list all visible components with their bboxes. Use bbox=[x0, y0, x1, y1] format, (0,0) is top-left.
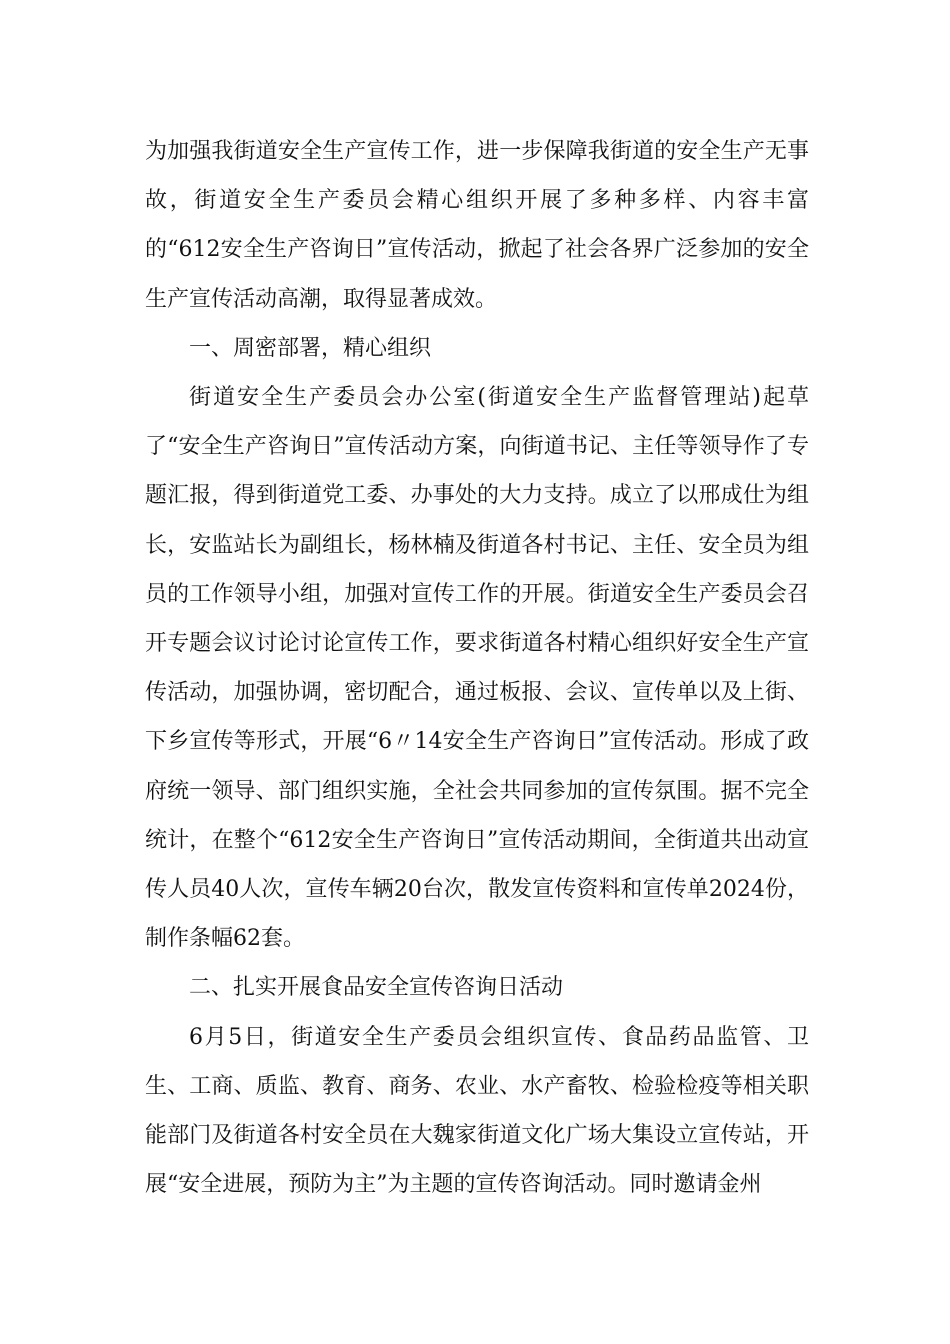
section-heading-2: 二、扎实开展食品安全宣传咨询日活动 bbox=[189, 975, 564, 1001]
document-body bbox=[145, 127, 809, 1209]
section-1-paragraph: 街道安全生产委员会办公室(街道安全生产监督管理站)起草了“安全生产咨询日”宣传活动方案，向街道书记、主任等领导作了专题汇报，得到街道党工委、办事处的大力支持。成立了以邢成仕为组长，安监站长为副组长，杨林楠及街道各村书记、主任、安全员为组员的工作领导小组，加强对宣传工作的开展。街道安全生产委员会召开专题会议讨论讨论宣传工作，要求街道各村精心组织好安全生产宣传活动，加强协调，密切配合，通过板报、会议、宣传单以及上街、下乡宣传等形式，开展“6〃14安全生产咨询日”宣传活动。形成了政府统一领导、部门组织实施，全社会共同参加的宣传氛围。据不完全统计，在整个“612安全生产咨询日”宣传活动期间，全街道共出动宣传人员40人次，宣传车辆20台次，散发宣传资料和宣传单2024份，制作条幅62套。 bbox=[145, 385, 809, 952]
section-heading-1: 一、周密部署，精心组织 bbox=[189, 335, 432, 361]
intro-paragraph: 为加强我街道安全生产宣传工作，进一步保障我街道的安全生产无事故，街道安全生产委员会精心组织开展了多种多样、内容丰富的“612安全生产咨询日”宣传活动，掀起了社会各界广泛参加的安全生产宣传活动高潮，取得显著成效。 bbox=[145, 139, 809, 312]
section-2-paragraph: 6月5日，街道安全生产委员会组织宣传、食品药品监管、卫生、工商、质监、教育、商务、农业、水产畜牧、检验检疫等相关职能部门及街道各村安全员在大魏家街道文化广场大集设立宣传站，开展“安全进展，预防为主”为主题的宣传咨询活动。同时邀请金州 bbox=[145, 1024, 809, 1198]
